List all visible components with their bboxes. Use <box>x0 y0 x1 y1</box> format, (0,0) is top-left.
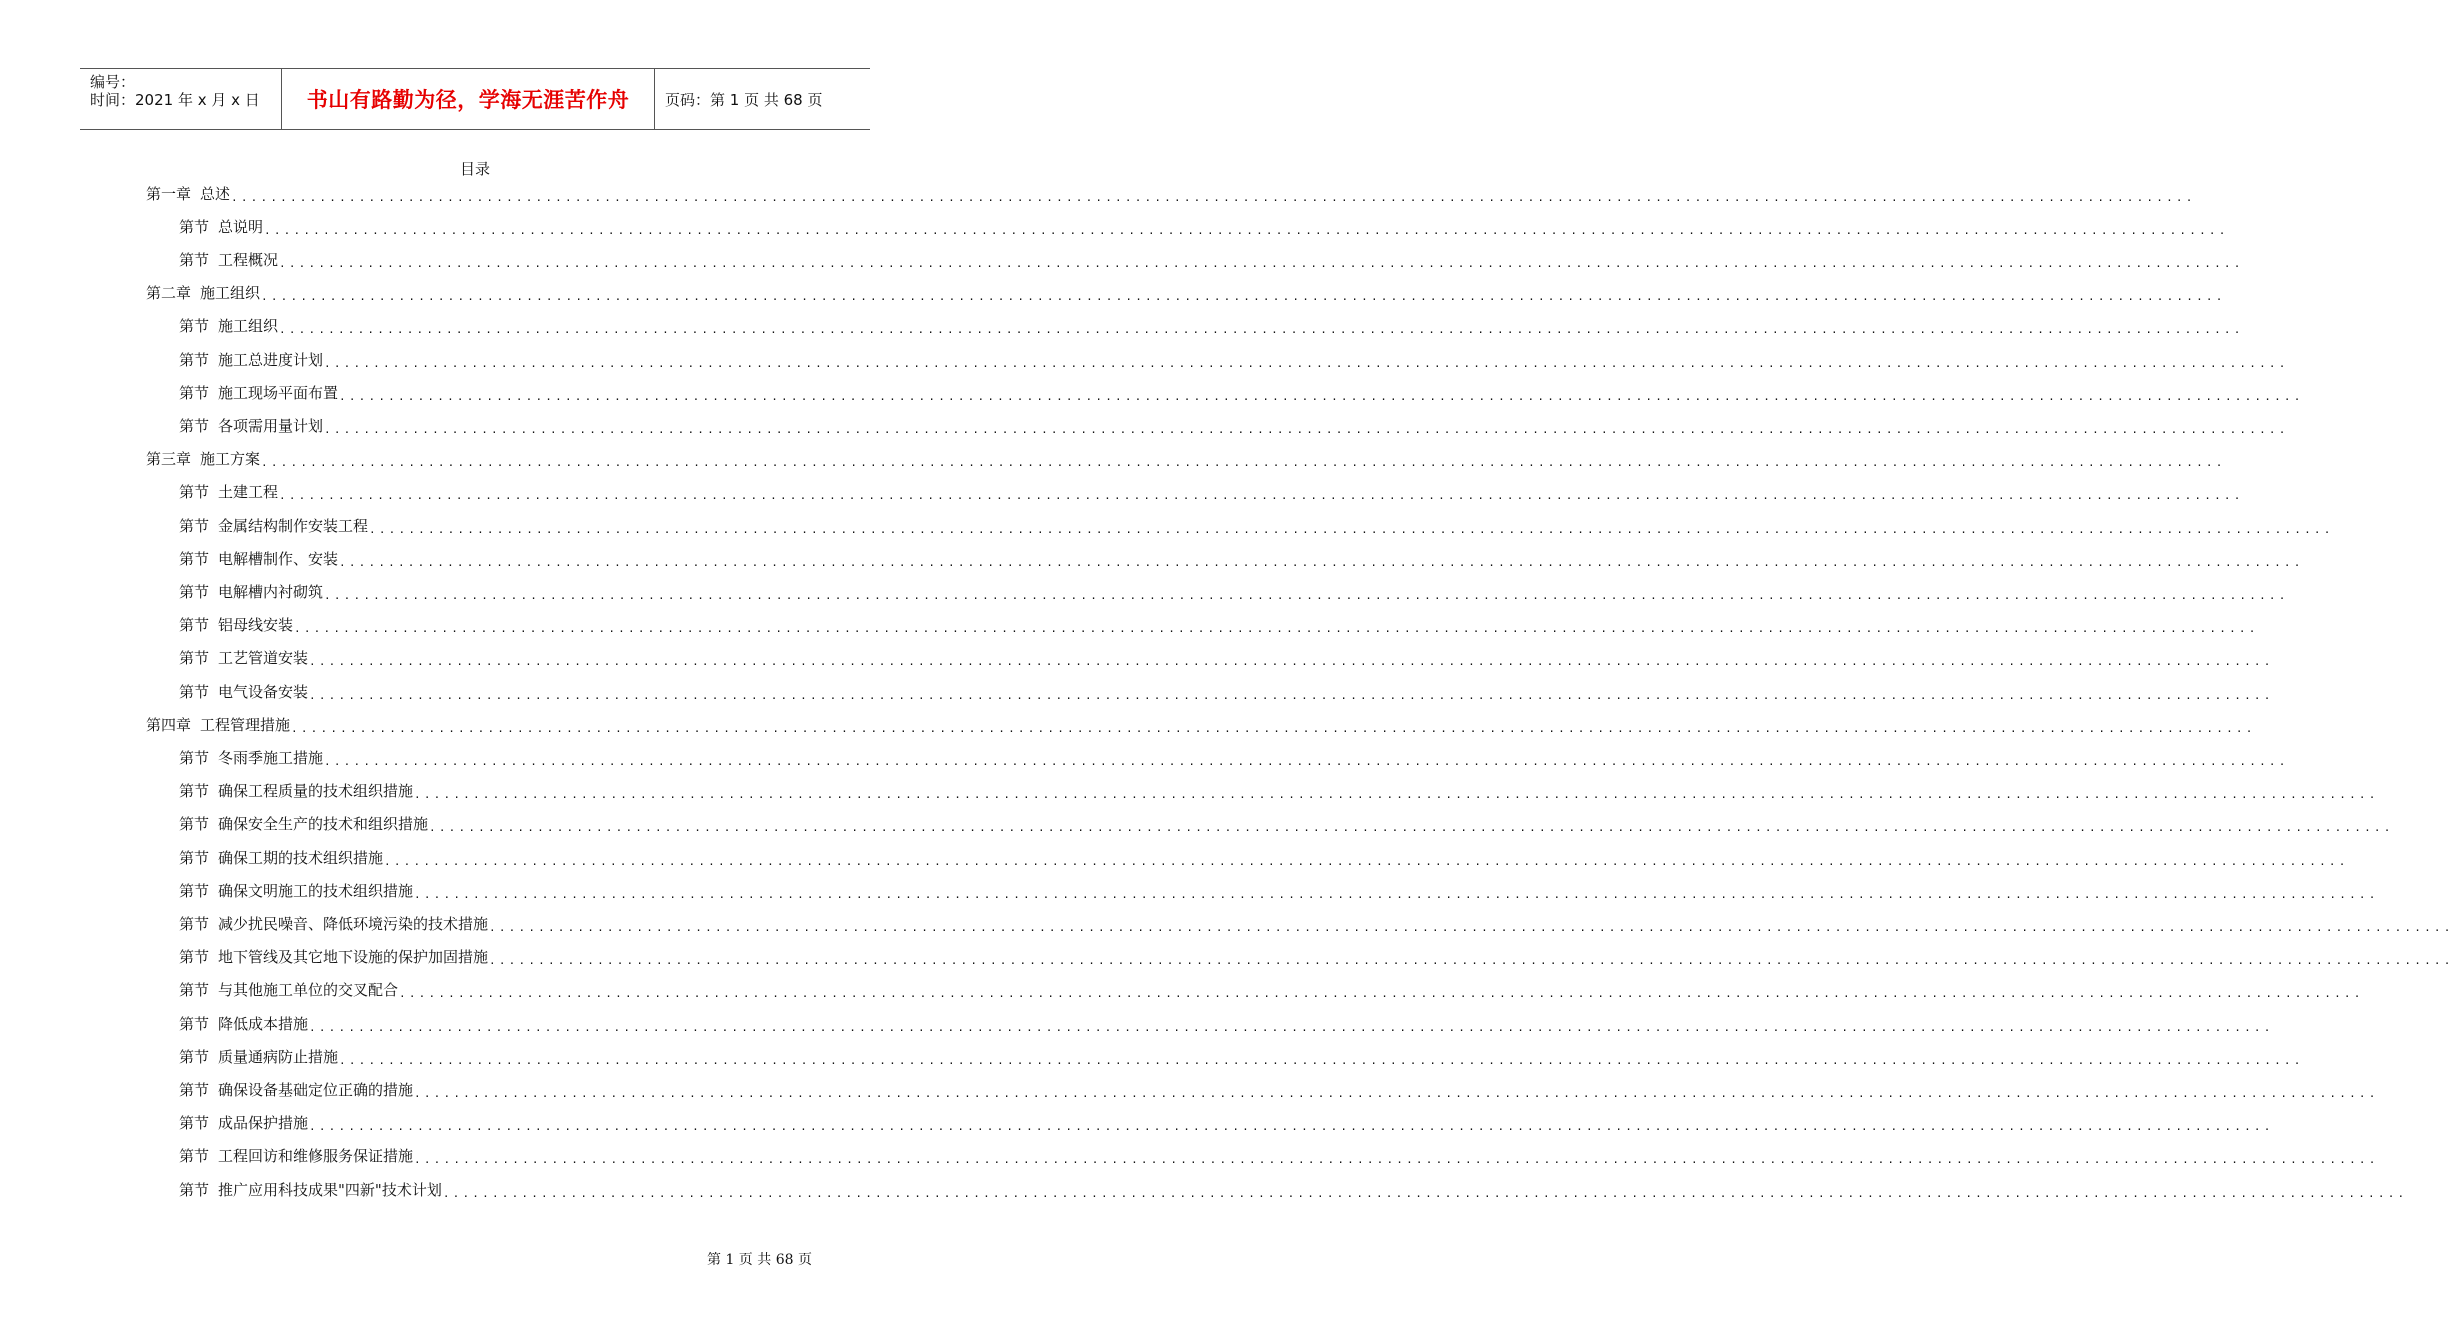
toc-entry-prefix: 第节 <box>179 383 210 402</box>
toc-dot-leader: ........................................................................................................................................................................................................ <box>339 1053 2304 1067</box>
toc-dot-leader: ........................................................................................................................................................................................................ <box>279 489 2244 503</box>
toc-section-entry[interactable] <box>179 543 2304 573</box>
toc-section-entry[interactable] <box>179 1141 2379 1171</box>
toc-entry-prefix: 第节 <box>179 350 210 369</box>
toc-entry-title: 总说明 <box>218 217 264 236</box>
header-motto-cell <box>282 69 655 129</box>
toc-entry-prefix: 第节 <box>179 483 210 502</box>
toc-entry-title: 工程概况 <box>218 250 279 269</box>
toc-entry-prefix: 第节 <box>179 516 210 535</box>
toc-entry-title: 工程回访和维修服务保证措施 <box>218 1147 414 1166</box>
toc-entry-prefix: 第节 <box>179 217 210 236</box>
toc-section-entry[interactable] <box>179 576 2289 606</box>
toc-entry-prefix: 第节 <box>179 549 210 568</box>
toc-entry-prefix: 第节 <box>179 416 210 435</box>
toc-dot-leader: ........................................................................................................................................................................................................ <box>309 1020 2274 1034</box>
toc-dot-leader: ........................................................................................................................................................................................................ <box>339 555 2304 569</box>
toc-entry-prefix: 第节 <box>179 582 210 601</box>
toc-entry-title: 施工组织 <box>218 317 279 336</box>
toc-section-entry[interactable] <box>179 875 2379 905</box>
toc-section-entry[interactable] <box>179 477 2244 507</box>
toc-entry-prefix: 第节 <box>179 948 210 967</box>
toc-entry-title: 工程管理措施 <box>200 715 291 734</box>
toc-section-entry[interactable] <box>179 1008 2274 1038</box>
toc-section-entry[interactable] <box>179 908 2454 938</box>
toc-section-entry[interactable] <box>179 410 2289 440</box>
toc-entry-title: 工艺管道安装 <box>218 649 309 668</box>
toc-entry-title: 金属结构制作安装工程 <box>218 516 369 535</box>
toc-entry-title: 质量通病防止措施 <box>218 1047 339 1066</box>
toc-dot-leader: ........................................................................................................................................................................................................ <box>399 987 2364 1001</box>
toc-chapter-entry[interactable] <box>146 709 2256 739</box>
header-motto: 书山有路勤为径，学海无涯苦作舟 <box>306 88 630 112</box>
toc-dot-leader: ........................................................................................................................................................................................................ <box>324 356 2289 370</box>
toc-section-entry[interactable] <box>179 211 2229 241</box>
toc-title: 目录 <box>459 160 490 178</box>
toc-chapter-entry[interactable] <box>146 178 2196 208</box>
toc-dot-leader: ........................................................................................................................................................................................................ <box>309 655 2274 669</box>
toc-entry-title: 确保安全生产的技术和组织措施 <box>218 815 429 834</box>
toc-entry-title: 施工方案 <box>200 450 261 469</box>
toc-dot-leader: ........................................................................................................................................................................................................ <box>429 821 2394 835</box>
toc-entry-prefix: 第节 <box>179 881 210 900</box>
toc-section-entry[interactable] <box>179 809 2394 839</box>
toc-entry-prefix: 第节 <box>179 1014 210 1033</box>
header-number-label: 编号： <box>90 73 136 91</box>
toc-entry-prefix: 第节 <box>179 1080 210 1099</box>
toc-entry-prefix: 第节 <box>179 1047 210 1066</box>
toc-entry-title: 冬雨季施工措施 <box>218 748 324 767</box>
toc-dot-leader: ........................................................................................................................................................................................................ <box>231 190 2196 204</box>
toc-entry-prefix: 第三章 <box>146 450 192 469</box>
toc-chapter-entry[interactable] <box>146 278 2226 308</box>
toc-dot-leader: ........................................................................................................................................................................................................ <box>309 1120 2274 1134</box>
toc-section-entry[interactable] <box>179 510 2334 540</box>
toc-entry-prefix: 第节 <box>179 981 210 1000</box>
toc-dot-leader: ........................................................................................................................................................................................................ <box>291 721 2256 735</box>
toc-section-entry[interactable] <box>179 742 2289 772</box>
toc-entry-title: 电气设备安装 <box>218 682 309 701</box>
toc-dot-leader: ........................................................................................................................................................................................................ <box>279 323 2244 337</box>
document-header <box>80 68 870 130</box>
header-page-info: 页码：第 1 页 共 68 页 <box>665 90 823 109</box>
toc-entry-title: 成品保护措施 <box>218 1114 309 1133</box>
toc-entry-prefix: 第节 <box>179 317 210 336</box>
toc-section-entry[interactable] <box>179 377 2304 407</box>
toc-section-entry[interactable] <box>179 842 2349 872</box>
toc-entry-prefix: 第四章 <box>146 715 192 734</box>
toc-entry-prefix: 第节 <box>179 616 210 635</box>
toc-dot-leader: ........................................................................................................................................................................................................ <box>489 920 2454 934</box>
toc-dot-leader: ........................................................................................................................................................................................................ <box>442 1186 2408 1200</box>
toc-dot-leader: ........................................................................................................................................................................................................ <box>279 256 2244 270</box>
toc-entry-prefix: 第节 <box>179 815 210 834</box>
toc-dot-leader: ........................................................................................................................................................................................................ <box>309 688 2274 702</box>
toc-dot-leader: ........................................................................................................................................................................................................ <box>414 1086 2379 1100</box>
toc-section-entry[interactable] <box>179 975 2364 1005</box>
toc-entry-title: 土建工程 <box>218 483 279 502</box>
toc-dot-leader: ........................................................................................................................................................................................................ <box>369 522 2334 536</box>
toc-section-entry[interactable] <box>179 311 2244 341</box>
toc-dot-leader: ........................................................................................................................................................................................................ <box>264 223 2229 237</box>
toc-section-entry[interactable] <box>179 344 2289 374</box>
toc-entry-title: 确保设备基础定位正确的措施 <box>218 1080 414 1099</box>
toc-section-entry[interactable] <box>179 1174 2408 1204</box>
toc-entry-title: 总述 <box>200 184 231 203</box>
toc-entry-title: 铝母线安装 <box>218 616 294 635</box>
toc-entry-prefix: 第节 <box>179 914 210 933</box>
toc-dot-leader: ........................................................................................................................................................................................................ <box>489 954 2454 968</box>
toc-dot-leader: ........................................................................................................................................................................................................ <box>324 422 2289 436</box>
toc-section-entry[interactable] <box>179 676 2274 706</box>
toc-entry-title: 与其他施工单位的交叉配合 <box>218 981 399 1000</box>
header-date-label: 时间：2021 年 x 月 x 日 <box>90 91 260 109</box>
toc-entry-title: 确保文明施工的技术组织措施 <box>218 881 414 900</box>
toc-entry-prefix: 第节 <box>179 682 210 701</box>
toc-entry-title: 电解槽制作、安装 <box>218 549 339 568</box>
toc-entry-title: 推广应用科技成果"四新"技术计划 <box>218 1180 442 1199</box>
toc-entry-prefix: 第节 <box>179 748 210 767</box>
toc-dot-leader: ........................................................................................................................................................................................................ <box>339 389 2304 403</box>
header-meta-cell <box>80 69 282 129</box>
toc-section-entry[interactable] <box>179 1108 2274 1138</box>
toc-entry-prefix: 第节 <box>179 782 210 801</box>
toc-entry-title: 施工现场平面布置 <box>218 383 339 402</box>
toc-entry-title: 减少扰民噪音、降低环境污染的技术措施 <box>218 914 489 933</box>
toc-entry-title: 确保工期的技术组织措施 <box>218 848 384 867</box>
toc-dot-leader: ........................................................................................................................................................................................................ <box>384 854 2349 868</box>
toc-entry-title: 施工组织 <box>200 284 261 303</box>
toc-dot-leader: ........................................................................................................................................................................................................ <box>414 887 2379 901</box>
toc-entry-title: 电解槽内衬砌筑 <box>218 582 324 601</box>
toc-section-entry[interactable] <box>179 1041 2304 1071</box>
toc-entry-title: 确保工程质量的技术组织措施 <box>218 782 414 801</box>
toc-dot-leader: ........................................................................................................................................................................................................ <box>324 754 2289 768</box>
toc-entry-prefix: 第节 <box>179 1147 210 1166</box>
toc-dot-leader: ........................................................................................................................................................................................................ <box>261 290 2226 304</box>
toc-entry-prefix: 第节 <box>179 1114 210 1133</box>
toc-dot-leader: ........................................................................................................................................................................................................ <box>324 588 2289 602</box>
toc-entry-title: 施工总进度计划 <box>218 350 324 369</box>
toc-entry-prefix: 第节 <box>179 1180 210 1199</box>
toc-section-entry[interactable] <box>179 776 2379 806</box>
toc-section-entry[interactable] <box>179 942 2454 972</box>
toc-section-entry[interactable] <box>179 244 2244 274</box>
toc-entry-prefix: 第节 <box>179 649 210 668</box>
toc-section-entry[interactable] <box>179 1074 2379 1104</box>
toc-dot-leader: ........................................................................................................................................................................................................ <box>414 1153 2379 1167</box>
toc-entry-prefix: 第节 <box>179 848 210 867</box>
toc-dot-leader: ........................................................................................................................................................................................................ <box>261 456 2226 470</box>
toc-dot-leader: ........................................................................................................................................................................................................ <box>414 788 2379 802</box>
toc-entry-prefix: 第一章 <box>146 184 192 203</box>
toc-section-entry[interactable] <box>179 643 2274 673</box>
toc-section-entry[interactable] <box>179 610 2259 640</box>
toc-entry-title: 降低成本措施 <box>218 1014 309 1033</box>
toc-entry-prefix: 第节 <box>179 250 210 269</box>
toc-entry-title: 地下管线及其它地下设施的保护加固措施 <box>218 948 489 967</box>
toc-entry-title: 各项需用量计划 <box>218 416 324 435</box>
toc-chapter-entry[interactable] <box>146 444 2226 474</box>
page-footer: 第 1 页 共 68 页 <box>707 1252 812 1268</box>
toc-entry-prefix: 第二章 <box>146 284 192 303</box>
toc-dot-leader: ........................................................................................................................................................................................................ <box>294 622 2259 636</box>
